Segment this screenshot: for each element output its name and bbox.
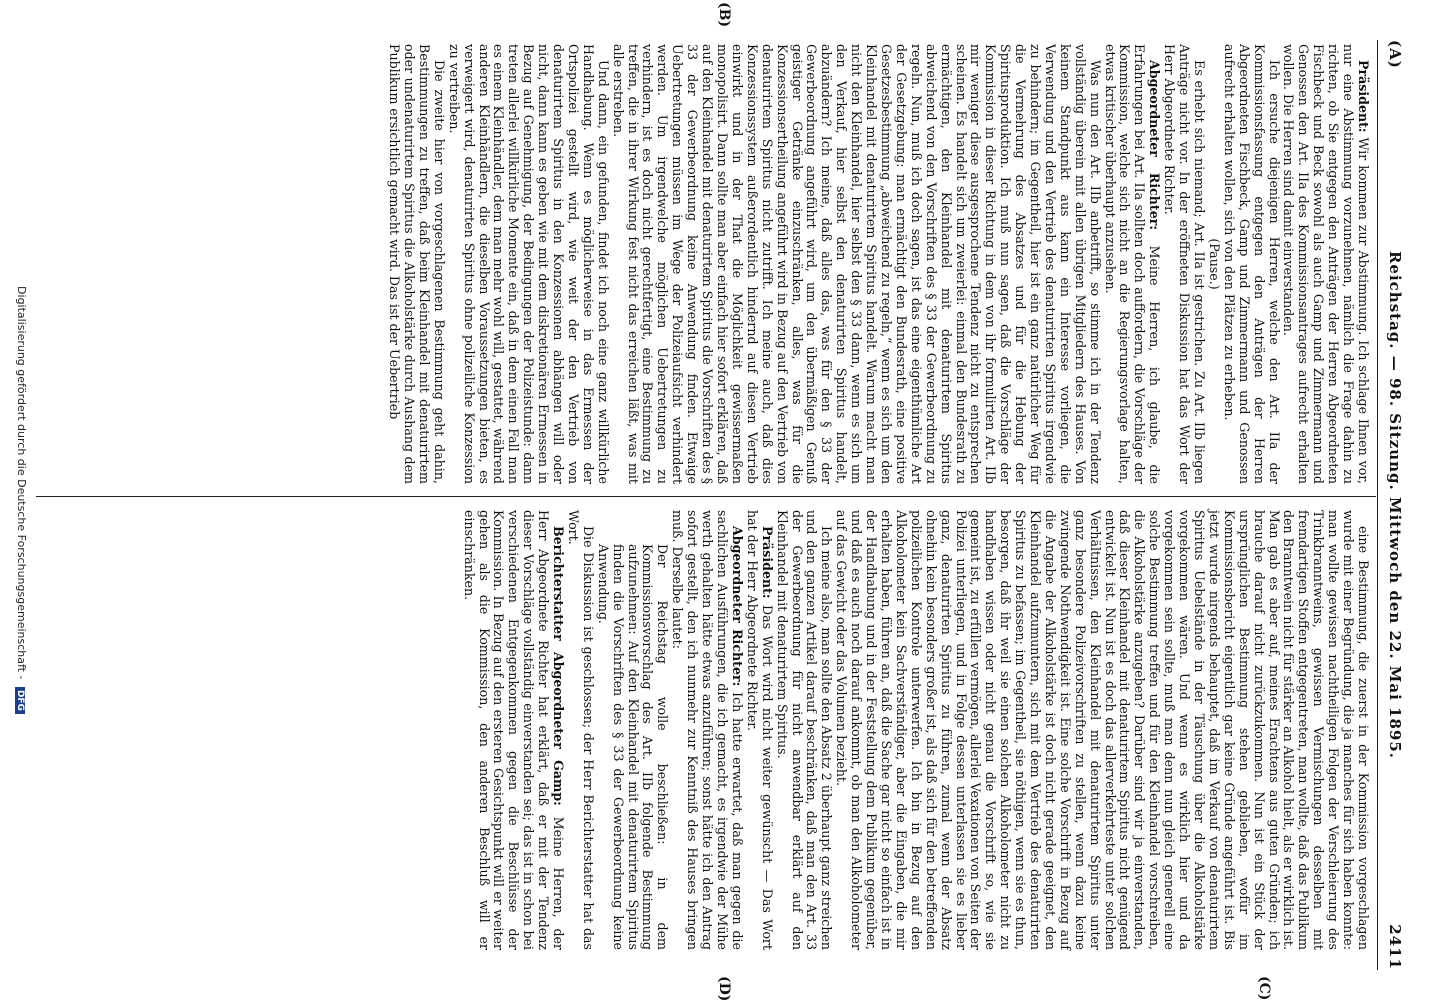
gutter-marker-c: (C) xyxy=(1256,976,1272,1001)
left-text-column xyxy=(386,44,1370,484)
paragraph xyxy=(1221,44,1281,484)
footer-text: Digitalisierung gefördert durch die Deutsche Forschungsgemeinschaft - xyxy=(15,286,28,680)
paragraph xyxy=(595,510,670,950)
paragraph xyxy=(669,510,744,950)
paragraph-text: Die zweite hier von vorgeschlagenen Bestimmung geht dahin, Bestimmungen zu treffen, daß beim Kleinhandel mit denaturirtem oder undenaturirtem Spiritus die Alkoholstärke durch Aushang dem Publikum ersichtlich gemacht wird. Das ist der Uebertrieb xyxy=(387,44,447,484)
paragraph-text: eine Bestimmung, die zuerst in der Kommission vorgeschlagen wurde mit einer Begründung, die ja manches für sich haben konnte: man wollte gewissen nachtheiligen Folgen der Verschleierung des Trinkbranntweins, gewissen Vermischungen desselben mit fremdartigen Stoffen entgegentreten, man wollte, daß das Publikum den Branntwein nicht für stärker an Alkohol hielt, als er wirklich ist. Man gab es aber auf, meines Erachtens aus guten Gründen; ich brauche darauf nicht zurückzukommen. Nun ist ein Stück der ursprünglichen Bestimmung stehen geblieben, wofür im Kommissionsbericht eigentlich gar keine Gründe angeführt ist. Bis jetzt wurde nirgends behauptet, daß im Verkauf von denaturirtem Spiritus Uebelstände in der Täuschung über die Alkoholstärke vorgekommen wären. Und wenn es wirklich hier und da vorgekommen sein sollte, muß man denn nun gleich generell eine solche Bestimmung treffen und für den Kleinhandel vorschreiben, die Alkoholstärke anzugeben? Darüber sind wir ja einverstanden, daß dieser Kleinhandel mit denaturirtem Spiritus nicht genügend entwickelt ist. Nun ist es doch das allerverkehrteste unter solchen Verhältnissen, den Kleinhandel mit denaturirtem Spiritus unter ganz besondere Polizeivorschriften zu stellen, wenn dazu keine zwingende Nothwendigkeit ist. Eine solche Vorschrift in Bezug auf die Angabe der Alkoholstärke ist doch nicht gerade geeignet, den Kleinhandel aufzumuntern, sich mit dem Vertrieb des denaturirten Spiritus zu befassen; im Gegentheil, sie nöthigen, wenn sie es thun, besorgen, daß ihr weil sie einen solchen Alkoholometer nicht zu handhaben wissen oder nicht genau die Vorschrift so, wie sie gemeint ist, zu erfüllen vermögen, allerlei Vexationen von Seiten der Polizei unterliegen, und in Folge dessen unterlassen sie es lieber ganz, denaturirten Spiritus zu führen, zumal wenn der Absatz ohnehin kein besonders großer ist, als daß sich für den betreffenden polizeilichen Kontrole unterwerfen. Ich bin in Bezug auf den Alkoholometer kein Sachverständiger, aber die Eingaben, die mir erhalten haben, führen an, daß die Sache gar nicht so einfach ist in der Handhabung und in der Feststellung dem Publikum gegenüber, und daß es auch noch darauf ankommt, ob man den Alkoholometer auf das Gewicht oder das Volumen bezieht. xyxy=(834,510,1371,951)
paragraph-text: Es erhebt sich niemand; Art. IIa ist gestrichen. Zu Art. IIb liegen Anträge nicht vor. In der eröffneten Diskussion hat das Wort der Herr Abgeordnete Richter. xyxy=(1162,44,1208,484)
gutter-marker-d: (D) xyxy=(716,976,732,1001)
paragraph xyxy=(386,44,446,484)
paragraph-text: Das Wort wird nicht weiter gewünscht — Das Wort hat der Herr Abgeordnete Richter. xyxy=(744,510,775,950)
paragraph-text: Wir kommen zur Abstimmung. Ich schlage Ihnen vor, nur eine Abstimmung vorzunehmen, nämlich die Frage dahin zu richten, ob Sie entgegen den Anträgen der Herren Abgeordneten Fischbeck und Beck sowohl als auch Gamp und Zimmermann und Genossen den Art. IIa des Kommissionsantrages aufrecht erhalten wollen. Die Herren sind damit einverstanden. xyxy=(1281,44,1371,484)
dfg-logo: DFG xyxy=(15,687,25,714)
paragraph-text: Meine Herren, ich glaube, die Erfahrungen bei Art. IIa sollten doch auffordern, die Vorschläge der Kommission, welche sich nicht an die Regierungsvorlage halten, etwas kritischer überhaupt anzusehen. xyxy=(1102,44,1163,484)
speaker-name: Berichterstatter Abgeordneter Gamp: xyxy=(551,526,567,806)
header-rule xyxy=(1377,40,1378,970)
speaker-name: Abgeordneter Richter: xyxy=(1147,60,1163,231)
speaker-name: Abgeordneter Richter: xyxy=(729,526,745,687)
paragraph xyxy=(833,510,1370,950)
paragraph xyxy=(610,44,1102,484)
right-text-column xyxy=(461,510,1370,950)
speaker-name: Präsident: xyxy=(1356,60,1371,133)
paragraph-text: Ich meine also, man sollte den Absatz 2 überhaupt ganz streichen und den ganzen Artikel darauf beschränken, daß man den Art. 33 der Gewerbeordnung für nicht anwendbar erklärt auf den Kleinhandel mit denaturirtem Spiritus. xyxy=(774,510,835,950)
paragraph-text: Ich ersuche diejenigen Herren, welche den Art. IIa der Kommissionsfassung entgegen den Anträgen der Herren Abgeordneten Fischbeck, Gamp und Zimmermann und Genossen aufrecht erhalten wollen, sich von den Plätzen zu erheben. xyxy=(1221,44,1282,484)
paragraph xyxy=(461,510,565,950)
paragraph xyxy=(565,510,595,950)
paragraph-text: Und dann, ein gefunden, findet ich noch eine ganz willkürliche Handhabung. Wenn es möglicherweise in das Ermessen der Ortspolizei gestellt wird, wie weit der den Vertrieb von denaturirtem Spiritus in den Konzessionen abhängen will oder nicht, dann kann es geben wie mit dem diskretionären Ermessen in Bezug auf Genehmigung, der Bedingungen der Polizeistunde: dann treten allerlei willkürliche Momente ein, daß in dem einen Fall man es einem Kleinhändler, dem man mehr wohl will, gestattet, während anderen Kleinhändlern, die dieselben Voraussetzungen bieten, es verweigert wird, denaturirten Spiritus ohne polizeiliche Konzession zu vertreiben. xyxy=(446,44,611,484)
header-left-marker: (A) xyxy=(1386,40,1404,69)
header-title: Reichstag. — 98. Sitzung. Mittwoch den 22. Mai 1895. xyxy=(1386,250,1404,760)
paragraph xyxy=(774,510,834,950)
column-divider xyxy=(36,496,1376,497)
paragraph-text: Ich hatte erwartet, daß man gegen die sachlichen Ausführungen, die ich gemacht, es irgendwie der Mühe werth gehalten hätte etwas anzuführen; sonst hätte ich den Antrag sofort gestellt, den ich nunmehr zur Kenntniß des Hauses bringen muß. Derselbe lautet: xyxy=(670,510,745,950)
paragraph-text: Die Diskussion ist geschlossen; der Herr Berichterstatter hat das Wort. xyxy=(565,510,596,950)
paragraph xyxy=(1102,44,1162,484)
paragraph xyxy=(1281,44,1370,484)
gutter-marker-b: (B) xyxy=(716,2,732,28)
paragraph xyxy=(1206,44,1221,484)
paragraph xyxy=(1161,44,1206,484)
page-header xyxy=(1382,40,1404,970)
paragraph-text: Der Reichstag wolle beschließen: in dem Kommissionsvorschlag des Art. IIb folgende Bestimmung aufzunehmen: Auf den Kleinhandel mit denaturirtem Spiritus finden die Vorschriften des § 33 der Gewerbeordnung keine Anwendung. xyxy=(595,544,671,950)
paragraph xyxy=(446,44,610,484)
speaker-name: Präsident: xyxy=(759,526,775,599)
page-number: 2411 xyxy=(1386,924,1404,970)
paragraph-text: Was nun den Art. IIb anbetrifft, so stimme ich in der Tendenz vollständig überein mit allen übrigen Mitgliedern des Hauses. Von keinem Standpunkt aus kann ein Interesse vorliegen, die Verwendung und den Vertrieb des denaturirten Spiritus irgendwie zu behindern; im Gegentheil, hier ist ein ganz natürlicher Weg für die Vermehrung des Absatzes und für die Hebung der Spiritusproduktion. Ich muß nun sagen, daß die Vorschläge der Kommission in dieser Richtung in dem von ihr formulirten Art. IIb mir weniger diese ausgesprochene Tendenz nicht zu entsprechen scheinen. Es handelt sich um zweierlei: einmal den Bundesrath zu ermächtigen, den Kleinhandel mit denaturirtem Spiritus abweichend von den Vorschriften des § 33 der Gewerbeordnung zu regeln. Nun, muß ich doch sagen, ist das eine eigenthümliche Art der Gesetzgebung: man ermächtigt den Bundesrath, eine positive Gesetzesbestimmung „abweichend zu regeln,“ wenn es sich um den Kleinhandel mit denaturirtem Spiritus handelt. Warum macht man nicht den Kleinhandel, hier selbst den § 33 dann, wenn es sich um den Verkauf, hier selbst den denaturirten Spiritus handelt, abzuändern? Ich meine, daß alles das, was für den § 33 der Gewerbeordnung angeführt wird, um den übermäßigen Genuß geistiger Getränke einzuschränken, alles, was für die Konzessionsertheilung angeführt wird in Bezug auf den Vertrieb von denaturirtem Spiritus nicht zutrifft. Ich meine auch, daß dies Konzessionssystem außerordentlich hindernd auf diesen Vertrieb einwirkt und in der That die Möglichkeit gewissermaßen monopolisirt. Dann sollte man aber einfach hier sofort erklären, daß auf den Kleinhandel mit denaturirtem Spiritus die Vorschriften des § 33 der Gewerbeordnung keine Anwendung finden. Etwaige Uebertretungen müssen im Wege der Polizeiaufsicht verhindert werden. Um irgendwelche möglichen Uebertretungen zu verhindern, ist es doch nicht gerechtfertigt, eine Bestimmung zu treffen, die in ihrer Wirkung fest nicht das erreichen läßt, was mit alle erstreben. xyxy=(610,44,1103,484)
paragraph xyxy=(744,510,774,950)
digitization-footer xyxy=(15,0,28,1000)
paragraph-text: Meine Herren, der Herr Abgeordnete Richter hat erklärt, daß er mit der Tendenz dieser Vorschläge vollständig einverstanden sei; das ist in schon bei verschiedenen Entgegenkommen gegen die Beschlüsse der Kommission. In Bezug auf den ersteren Gesichtspunkt will er weiter gehen als die Kommission, den anderen Beschluß will er einschränken. xyxy=(461,510,567,950)
paragraph-text: (Pause.) xyxy=(1206,238,1222,290)
